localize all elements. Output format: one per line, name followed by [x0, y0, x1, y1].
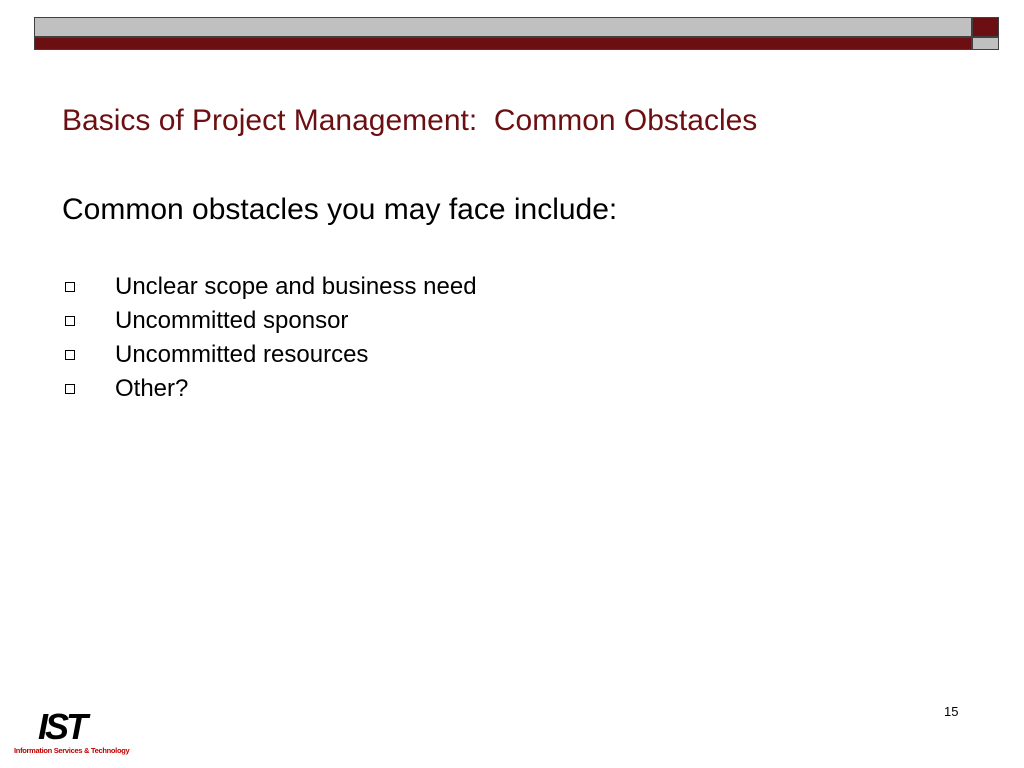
list-item: [62, 338, 369, 372]
bullet-text: Uncommitted sponsor: [115, 307, 349, 334]
list-item: [62, 270, 477, 304]
logo-letters: IST: [38, 706, 86, 747]
logo-caption: Information Services & Technology: [14, 746, 130, 755]
hollow-square-icon: [65, 316, 75, 326]
header-square-gray: [972, 37, 999, 50]
list-item: [62, 372, 189, 406]
page-number: 15: [944, 704, 959, 719]
header-bar-maroon: [34, 37, 972, 50]
slide-title: Basics of Project Management: Common Obstacles: [62, 104, 758, 137]
hollow-square-icon: [65, 384, 75, 394]
bullet-list: [62, 270, 477, 406]
list-item: [62, 304, 349, 338]
header-bar-gray: [34, 17, 972, 37]
ist-logo: [14, 706, 130, 760]
hollow-square-icon: [65, 282, 75, 292]
bullet-text: Uncommitted resources: [115, 341, 369, 368]
hollow-square-icon: [65, 350, 75, 360]
bullet-text: Unclear scope and business need: [115, 273, 477, 300]
slide-subtitle: Common obstacles you may face include:: [62, 193, 618, 226]
bullet-text: Other?: [115, 375, 189, 402]
header-square-maroon: [972, 17, 999, 37]
